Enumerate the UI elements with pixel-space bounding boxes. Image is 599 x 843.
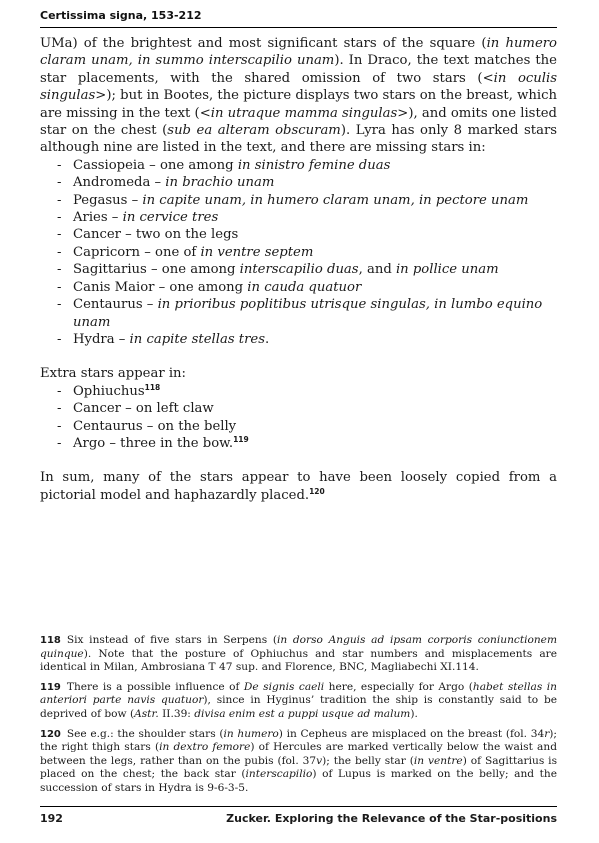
italic-text: in dorso Anguis ad ipsam corporis coniunctionem quinque [40,634,558,660]
paragraph-gap [40,452,557,469]
italic-text: in ventre [413,754,463,767]
list-item [57,244,557,261]
italic-text: in sinistro femine duas [237,157,391,173]
text-run: Cancer – on left claw [73,401,214,417]
text-run: Pegasus – [73,192,143,208]
footnote-ref[interactable]: 119 [233,434,249,444]
list-dash: - [57,175,62,191]
text-run: Sagittarius – one among [73,262,240,278]
header-rule [40,27,557,28]
italic-text: Astr. [134,707,159,720]
text-run: Capricorn – one of [73,244,201,260]
extra-stars-list [40,383,557,453]
list-item [57,174,557,191]
paragraph-gap [40,348,557,365]
footer-title: Zucker. Exploring the Relevance of the Star-positions [226,812,557,825]
italic-text: in cervice tres [122,210,219,226]
body-text [40,35,557,504]
missing-stars-list [40,157,557,348]
text-run: >), and omits one listed star on the chest ( [40,105,557,139]
footnote-ref[interactable]: 118 [144,382,161,392]
italic-text: habet stellas in anteriori parte navis quatuor [40,680,557,707]
list-item [57,226,557,243]
text-run: Ophiuchus [73,383,145,399]
text-run: Centaurus – on the belly [73,418,237,434]
text-run: Andromeda – [73,175,166,191]
page-number: 192 [40,812,63,825]
text-run: ) in Cepheus are misplaced on the breast (fol. 34 [278,727,545,740]
italic-text: in cauda quatuor [247,279,362,295]
footnote-119 [40,681,557,722]
italic-text: in capite unam, in humero claram unam, in pectore unam [142,192,529,208]
italic-text: in brachio unam [165,175,275,191]
extra-stars-intro [40,365,557,382]
italic-text: in pollice unam [395,262,499,278]
text-run: , and [358,262,396,278]
text-run: Argo – three in the bow. [73,435,234,451]
footnote-number: 119 [40,681,61,693]
italic-text: divisa enim est a puppi usque ad malum [194,707,411,720]
italic-text: in humero claram unam, in summo interscapilio unam [40,36,557,69]
list-item [57,331,557,348]
running-head: Certissima signa, 153-212 [40,9,202,22]
text-run: Canis Maior – one among [73,279,248,295]
list-item [57,435,557,452]
italic-text: in dextro femore [159,741,251,754]
italic-text: in oculis singulas [40,70,557,104]
italic-text: in humero [223,727,279,740]
italic-text: De signis caeli [243,680,325,693]
list-dash: - [57,383,62,399]
text-run: ). [410,707,418,720]
text-run: Extra stars appear in: [40,366,186,382]
text-run: >); but in Bootes, the picture displays two stars on the breast, which are missing in the text (< [40,88,557,121]
list-dash: - [57,401,62,417]
list-item [57,296,557,331]
text-run: In sum, many of the stars appear to have been loosely copied from a pictorial model and haphazardly placed. [40,470,557,503]
list-dash: - [57,192,62,208]
text-run: ) of Hercules are marked vertically below the waist and between the legs, rather than on the pubis (fol. 37 [40,741,557,767]
footnote-ref[interactable]: 120 [309,486,325,496]
text-run: ). In Draco, the text matches the star placements, with the shared omission of two stars (< [40,53,557,86]
list-item [57,192,557,209]
italic-text: in prioribus poplitibus utrisque singulas, in lumbo equino unam [73,297,543,330]
italic-text: v [316,754,323,767]
footnote-118 [40,634,557,675]
text-run: UMa) of the brightest and most significant stars of the square ( [40,36,487,51]
list-dash: - [57,418,62,434]
text-run: ) of Sagittarius is placed on the chest; the back star ( [40,754,558,781]
italic-text: interscapilio [245,768,313,781]
text-run: ). Note that the posture of Ophiuchus and star numbers and misplacements are identical in Milan, Ambrosiana T 47 sup. and Florence, BNC, Magliabechi XI.114. [40,647,557,674]
text-run: ), since in Hyginus’ tradition the ship is constantly said to be deprived of bow ( [40,694,557,720]
text-run: II.39: [158,707,195,720]
italic-text: in capite stellas tres [129,331,265,347]
text-run: . [264,331,270,347]
text-run: ). Lyra has only 8 marked stars although nine are listed in the text, and there are missing stars in: [40,123,558,156]
list-item [57,418,557,435]
text-run: ); the belly star ( [322,754,414,767]
text-run: here, especially for Argo ( [324,680,473,693]
text-run: Cassiopeia – one among [73,157,238,173]
italic-text: in ventre septem [200,244,314,260]
footnote-number: 118 [40,635,61,646]
list-item [57,209,557,226]
text-run: Aries – [73,210,123,226]
list-item [57,279,557,296]
text-run: Cancer – two on the legs [73,227,239,243]
list-dash: - [57,279,62,295]
footnote-number: 120 [40,728,61,740]
list-dash: - [57,210,62,226]
italic-text: sub ea alteram obscuram [167,123,341,139]
text-run: Six instead of five stars in Serpens ( [66,634,277,646]
list-dash: - [57,157,62,173]
list-item [57,157,557,174]
footer-rule [40,806,557,807]
list-dash: - [57,227,62,243]
text-run: ); the right thigh stars ( [40,727,557,754]
italic-text: interscapilio duas [239,262,359,278]
paragraph-1 [40,35,557,157]
list-dash: - [57,331,62,347]
summary-paragraph [40,469,557,504]
text-run: There is a possible influence of [66,680,244,693]
footnote-120 [40,728,557,796]
text-run: Centaurus – [73,297,158,313]
list-item [57,400,557,417]
list-dash: - [57,435,62,451]
text-run: ) of Lupus is marked on the belly; and the succession of stars in Hydra is 9-6-3-5. [40,768,558,794]
list-item [57,261,557,278]
list-dash: - [57,244,62,260]
text-run: Hydra – [73,331,130,347]
text-run: See e.g.: the shoulder stars ( [66,727,224,740]
list-dash: - [57,262,62,278]
list-item [57,383,557,400]
footnotes [40,634,557,802]
list-dash: - [57,297,62,313]
italic-text: in utraque mamma singulas [210,105,398,121]
italic-text: r [544,727,550,740]
